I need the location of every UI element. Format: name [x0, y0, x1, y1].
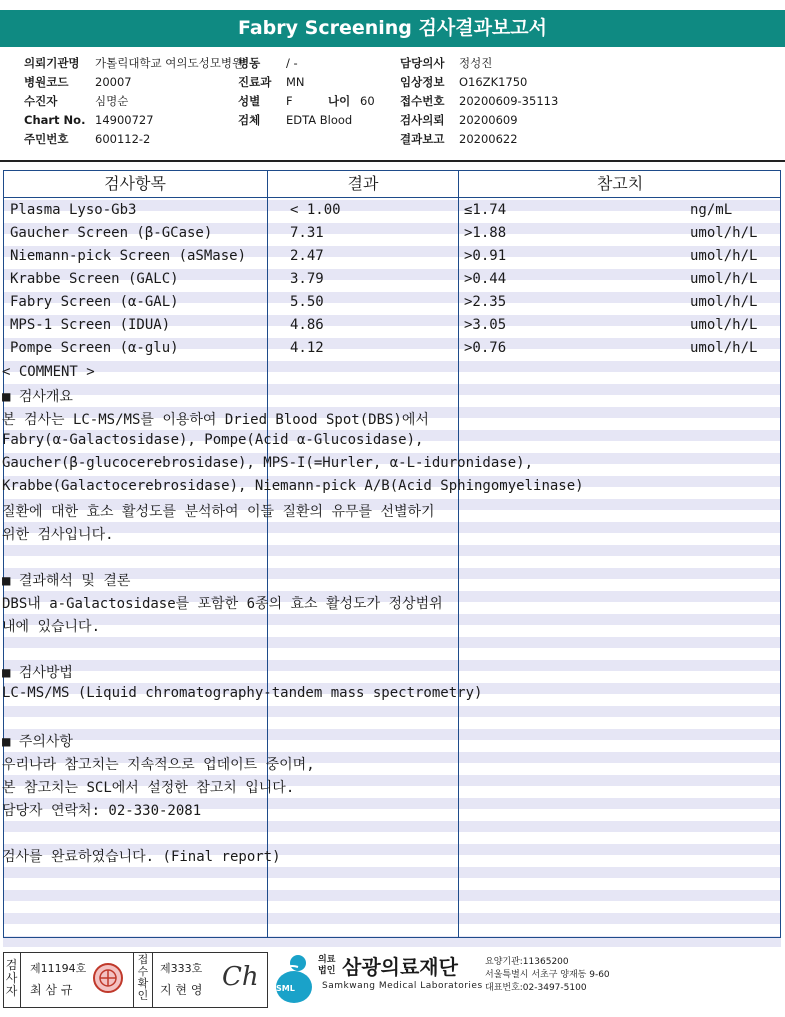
org-prefix-bottom: 법인 — [318, 966, 336, 976]
test-item: Niemann-pick Screen (aSMase) — [10, 248, 247, 264]
test-unit: umol/h/L — [690, 294, 758, 310]
org-address: 서울특별시 서초구 양재동 9-60 — [485, 970, 610, 980]
test-reference: >2.35 — [464, 294, 507, 310]
org-phone: 대표번호:02-3497-5100 — [485, 983, 587, 993]
info-value: 20007 — [95, 75, 132, 89]
org-details — [485, 956, 610, 995]
row-stripe — [3, 614, 781, 625]
info-value: MN — [286, 75, 305, 89]
row-stripe — [3, 545, 781, 556]
divider — [133, 953, 134, 1008]
info-label: 결과보고 — [400, 132, 445, 146]
comment-line: 검사를 완료하였습니다. (Final report) — [2, 849, 281, 865]
org-prefix — [318, 955, 335, 977]
report-title: Fabry Screening 검사결과보고서 — [0, 10, 785, 47]
comment-line: ■ 검사방법 — [2, 665, 73, 681]
test-result: 7.31 — [290, 225, 324, 241]
row-stripe — [3, 913, 781, 924]
info-value: EDTA Blood — [286, 113, 353, 127]
info-label: 나이 — [328, 94, 351, 108]
signature: Ch — [222, 962, 259, 992]
test-unit: umol/h/L — [690, 271, 758, 287]
comment-line: ■ 검사개요 — [2, 389, 73, 405]
info-value: O16ZK1750 — [459, 75, 528, 89]
comment-line: 본 참고치는 SCL에서 설정한 참고치 입니다. — [2, 780, 295, 796]
org-name: 삼광의료재단 — [342, 955, 458, 979]
test-result: 5.50 — [290, 294, 324, 310]
info-value: / - — [286, 56, 298, 70]
info-label: 검사의뢰 — [400, 113, 445, 127]
info-value: 14900727 — [95, 113, 154, 127]
grid-line — [3, 197, 781, 198]
grid-line — [3, 170, 4, 938]
test-reference: >1.88 — [464, 225, 507, 241]
grid-line — [458, 170, 459, 938]
test-reference: >0.44 — [464, 271, 507, 287]
test-item: Plasma Lyso-Gb3 — [10, 202, 137, 218]
info-value: 심명순 — [95, 94, 129, 108]
test-unit: ng/mL — [690, 202, 733, 218]
org-code: 요양기관:11365200 — [485, 957, 569, 967]
info-label: Chart No. — [24, 113, 86, 127]
grid-line — [780, 170, 781, 938]
row-stripe — [3, 361, 781, 372]
org-prefix-top: 의료 — [318, 955, 336, 965]
header-item: 검사항목 — [104, 174, 166, 193]
inspector-label — [5, 959, 19, 998]
row-stripe — [3, 706, 781, 717]
inspector-label-text: 검사자 — [5, 958, 18, 998]
receiver-license: 제333호 — [160, 962, 203, 975]
info-label: 검체 — [238, 113, 261, 127]
comment-line: 우리나라 참고치는 지속적으로 업데이트 중이며, — [2, 757, 315, 773]
info-label: 임상정보 — [400, 75, 445, 89]
info-value: 정성진 — [459, 56, 493, 70]
footer — [0, 950, 785, 1017]
row-stripe — [3, 890, 781, 901]
test-reference: >3.05 — [464, 317, 507, 333]
info-label: 병원코드 — [24, 75, 69, 89]
row-stripe — [3, 821, 781, 832]
inspector-license: 제11194호 — [30, 962, 87, 975]
info-label: 성별 — [238, 94, 261, 108]
test-result: 4.12 — [290, 340, 324, 356]
divider — [20, 953, 21, 1008]
test-item: Krabbe Screen (GALC) — [10, 271, 179, 287]
receiver-label — [137, 954, 151, 1002]
sml-logo-icon — [272, 953, 314, 1005]
header-reference: 참고치 — [596, 174, 644, 193]
test-result: < 1.00 — [290, 202, 341, 218]
inspector-name: 최 삼 규 — [30, 983, 73, 997]
comment-header: < COMMENT > — [2, 364, 95, 380]
info-value: 20200609 — [459, 113, 518, 127]
test-reference: ≤1.74 — [464, 202, 507, 218]
test-unit: umol/h/L — [690, 317, 758, 333]
grid-line — [267, 170, 268, 938]
test-unit: umol/h/L — [690, 248, 758, 264]
test-reference: >0.76 — [464, 340, 507, 356]
receiver-name: 지 현 영 — [160, 983, 203, 997]
grid-line — [3, 937, 781, 938]
comment-line: 위한 검사입니다. — [2, 527, 114, 543]
comment-line: ■ 주의사항 — [2, 734, 73, 750]
info-label: 의뢰기관명 — [24, 56, 80, 70]
grid-line — [3, 170, 781, 171]
inspector-seal-icon — [92, 962, 124, 994]
header-result: 결과 — [347, 174, 379, 193]
info-label: 주민번호 — [24, 132, 69, 146]
comment-line: LC-MS/MS (Liquid chromatography-tandem mass spectrometry) — [2, 685, 483, 701]
test-unit: umol/h/L — [690, 225, 758, 241]
comment-line: Fabry(α-Galactosidase), Pompe(Acid α-Glucosidase), — [2, 432, 424, 448]
comment-line: 본 검사는 LC-MS/MS를 이용하여 Dried Blood Spot(DBS)에서 — [2, 412, 429, 428]
test-item: Pompe Screen (α-glu) — [10, 340, 179, 356]
comment-line: 담당자 연락처: 02-330-2081 — [2, 803, 202, 819]
test-item: Gaucher Screen (β-GCase) — [10, 225, 213, 241]
info-value: 60 — [360, 94, 375, 108]
info-value: 20200609-35113 — [459, 94, 559, 108]
info-label: 수진자 — [24, 94, 58, 108]
row-stripe — [3, 384, 781, 395]
divider — [152, 953, 153, 1008]
info-value: F — [286, 94, 293, 108]
info-label: 접수번호 — [400, 94, 445, 108]
info-value: 20200622 — [459, 132, 518, 146]
test-result: 2.47 — [290, 248, 324, 264]
row-stripe — [3, 729, 781, 740]
receiver-label-text: 접수확인 — [137, 953, 149, 1002]
divider — [0, 160, 785, 162]
comment-line: Gaucher(β-glucocerebrosidase), MPS-I(=Hurler, α-L-iduronidase), — [2, 455, 534, 471]
test-item: Fabry Screen (α-GAL) — [10, 294, 179, 310]
test-item: MPS-1 Screen (IDUA) — [10, 317, 171, 333]
row-stripe — [3, 522, 781, 533]
comment-line: ■ 결과해석 및 결론 — [2, 573, 131, 589]
info-label: 병동 — [238, 56, 261, 70]
info-value: 가톨릭대학교 여의도성모병원 — [95, 56, 244, 70]
org-english: Samkwang Medical Laboratories — [322, 981, 483, 991]
row-stripe — [3, 660, 781, 671]
test-unit: umol/h/L — [690, 340, 758, 356]
info-label: 진료과 — [238, 75, 272, 89]
test-result: 3.79 — [290, 271, 324, 287]
logo-badge: SML — [276, 984, 295, 993]
comment-line: 내에 있습니다. — [2, 619, 101, 635]
test-reference: >0.91 — [464, 248, 507, 264]
info-value: 600112-2 — [95, 132, 151, 146]
test-result: 4.86 — [290, 317, 324, 333]
row-stripe — [3, 867, 781, 878]
comment-line: DBS내 a-Galactosidase를 포함한 6종의 효소 활성도가 정상범위 — [2, 596, 443, 612]
row-stripe — [3, 637, 781, 648]
comment-line: 질환에 대한 효소 활성도를 분석하여 이들 질환의 유무를 선별하기 — [2, 504, 435, 520]
info-label: 담당의사 — [400, 56, 445, 70]
comment-line: Krabbe(Galactocerebrosidase), Niemann-pick A/B(Acid Sphingomyelinase) — [2, 478, 584, 494]
